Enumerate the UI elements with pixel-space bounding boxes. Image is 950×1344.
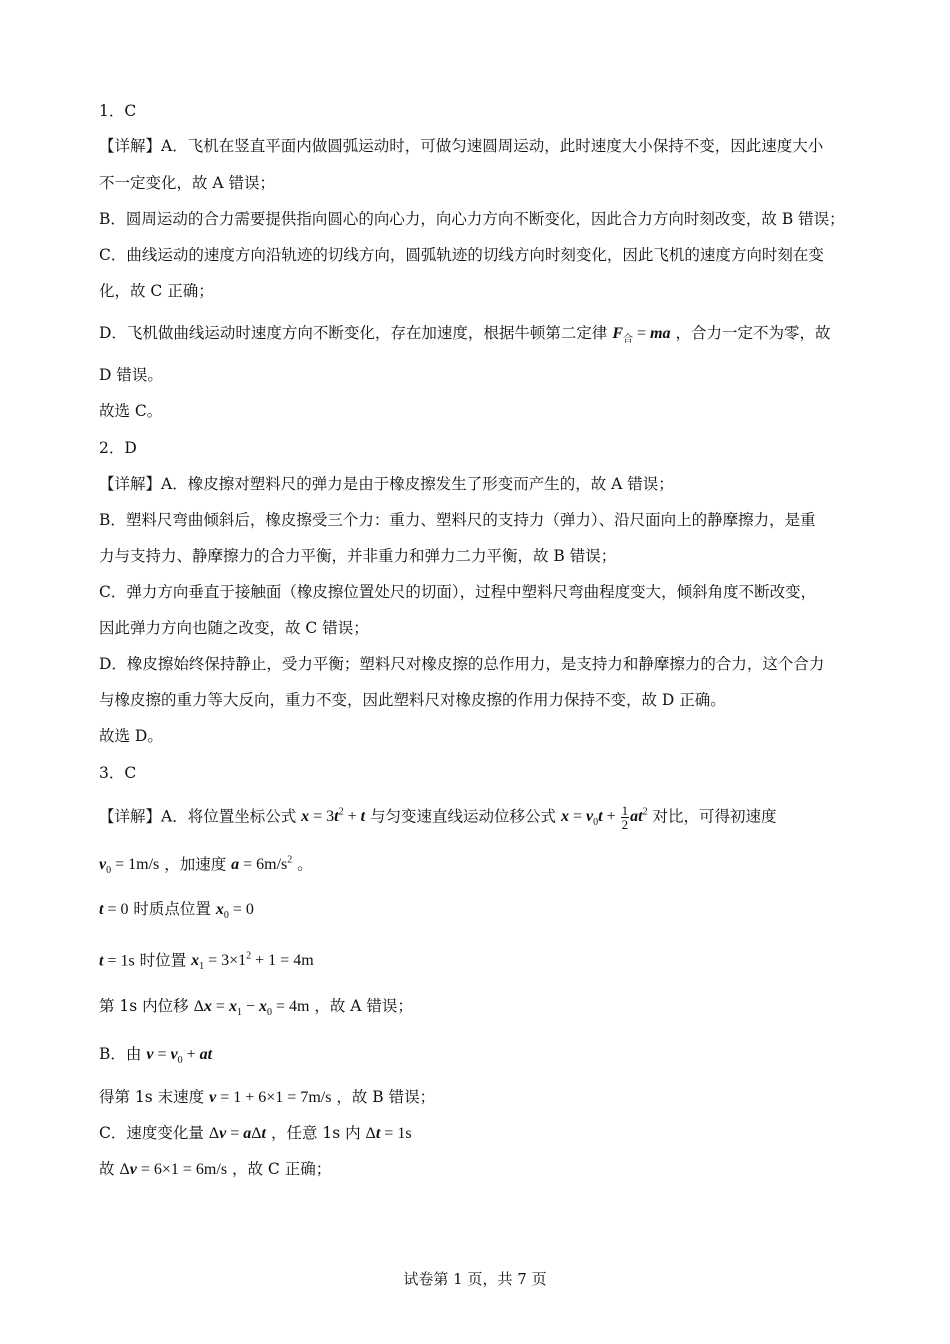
displacement-line [99, 995, 854, 1024]
answer-3: 3．C [99, 764, 137, 782]
explanation-line: 因此弹力方向也随之改变，故 C 错误； [99, 619, 369, 637]
explanation-line: C．曲线运动的速度方向沿轨迹的切线方向，圆弧轨迹的切线方向时刻变化，因此飞机的速度方向时刻在变 [99, 246, 824, 264]
position-t0-line [99, 898, 854, 927]
velocity-result-line [99, 1086, 854, 1109]
text-segment: ，故 B 错误； [336, 1088, 436, 1106]
text-segment: ，任意 1s 内 [270, 1124, 361, 1142]
formula-velocity: $v = v_0$ + at [146, 1046, 213, 1067]
explanation-line: 【详解】A．橡皮擦对塑料尺的弹力是由于橡皮擦发生了形变而产生的，故 A 错误； [99, 475, 674, 493]
formula-delta-x: $\Delta x = x_1 - x_0 = 4m$ [193, 998, 310, 1019]
text-segment: 对比，可得初速度 [652, 807, 777, 826]
text-segment: 。 [297, 855, 313, 874]
formula-x1: $x_1 = 3\times 1^2 + 1 = 4m$ [191, 951, 314, 973]
page-footer: 试卷第 1 页，共 7 页 [403, 1270, 547, 1288]
explanation-line: 与橡皮擦的重力等大反向，重力不变，因此塑料尺对橡皮擦的作用力保持不变，故 D 正确。 [99, 691, 726, 709]
explanation-line: D 错误。 [99, 366, 163, 384]
initial-values-line [99, 850, 854, 883]
formula-displacement: $x = v_0t$ + $\frac{1}{2}$ $at^2$ [561, 803, 648, 833]
formula-position: $x = 3t^2 + t$ [301, 807, 366, 826]
explanation-line: 不一定变化，故 A 错误； [99, 174, 276, 192]
position-t1-line [99, 946, 854, 979]
text-segment: C．速度变化量 [99, 1124, 204, 1142]
formula-v1: v = 1 + 6×1 = 7m/s [209, 1089, 332, 1106]
text-segment: ，故 A 错误； [314, 997, 413, 1015]
text-segment: 【详解】A．将位置坐标公式 [99, 807, 297, 826]
text-segment: 时质点位置 [133, 900, 211, 918]
text-segment: 与匀变速直线运动位移公式 [370, 807, 557, 826]
text-segment: ，合力一定不为零，故 [675, 324, 831, 342]
delta-v-line [99, 1122, 854, 1145]
conclusion: 故选 D。 [99, 727, 163, 745]
formula-delta-v: Δv = aΔt [208, 1125, 266, 1142]
answer-2: 2．D [99, 439, 137, 457]
formula-t0: t = 0 [99, 901, 129, 918]
text-segment: ，故 C 正确； [231, 1160, 332, 1178]
explanation-line: 化，故 C 正确； [99, 282, 214, 300]
velocity-formula-line [99, 1043, 854, 1072]
formula-a: $a = 6m/s^2$ [231, 855, 293, 874]
formula-v0: $v_0 = 1m/s$ [99, 856, 160, 877]
explanation-line: 【详解】A．飞机在竖直平面内做圆弧运动时，可做匀速圆周运动，此时速度大小保持不变，因此速度大小 [99, 137, 824, 155]
text-segment: 故 [99, 1160, 115, 1178]
text-segment: B．由 [99, 1045, 142, 1063]
formula-delta-t: Δt = 1s [365, 1125, 412, 1142]
text-segment: 得第 1s 末速度 [99, 1088, 205, 1106]
text-segment: 时位置 [139, 951, 187, 970]
explanation-line: C．弹力方向垂直于接触面（橡皮擦位置处尺的切面），过程中塑料尺弯曲程度变大，倾斜角度不断改变， [99, 583, 817, 601]
formula-newton: $F_合$ = ma [612, 325, 671, 346]
text-segment: ，加速度 [164, 855, 227, 874]
explanation-line-formula [99, 802, 854, 835]
explanation-line: 力与支持力、静摩擦力的合力平衡，并非重力和弹力二力平衡，故 B 错误； [99, 547, 617, 565]
conclusion: 故选 C。 [99, 402, 163, 420]
explanation-line: D．橡皮擦始终保持静止，受力平衡；塑料尺对橡皮擦的总作用力，是支持力和静摩擦力的合力，这个合力 [99, 655, 825, 673]
delta-v-result-line [99, 1158, 854, 1181]
text-segment: D．飞机做曲线运动时速度方向不断变化，存在加速度，根据牛顿第二定律 [99, 324, 608, 342]
explanation-line-newton [99, 322, 854, 351]
explanation-line: B．塑料尺弯曲倾斜后，橡皮擦受三个力：重力、塑料尺的支持力（弹力）、沿尺面向上的静摩擦力，是重 [99, 511, 816, 529]
formula-t1: t = 1s [99, 952, 135, 970]
formula-delta-v-result: Δv = 6×1 = 6m/s [119, 1161, 228, 1178]
answer-1: 1．C [99, 102, 137, 120]
formula-x0: $x_0 = 0$ [215, 901, 254, 922]
text-segment: 第 1s 内位移 [99, 997, 189, 1015]
explanation-line: B．圆周运动的合力需要提供指向圆心的向心力，向心力方向不断变化，因此合力方向时刻改变，故 B 错误； [99, 210, 845, 228]
